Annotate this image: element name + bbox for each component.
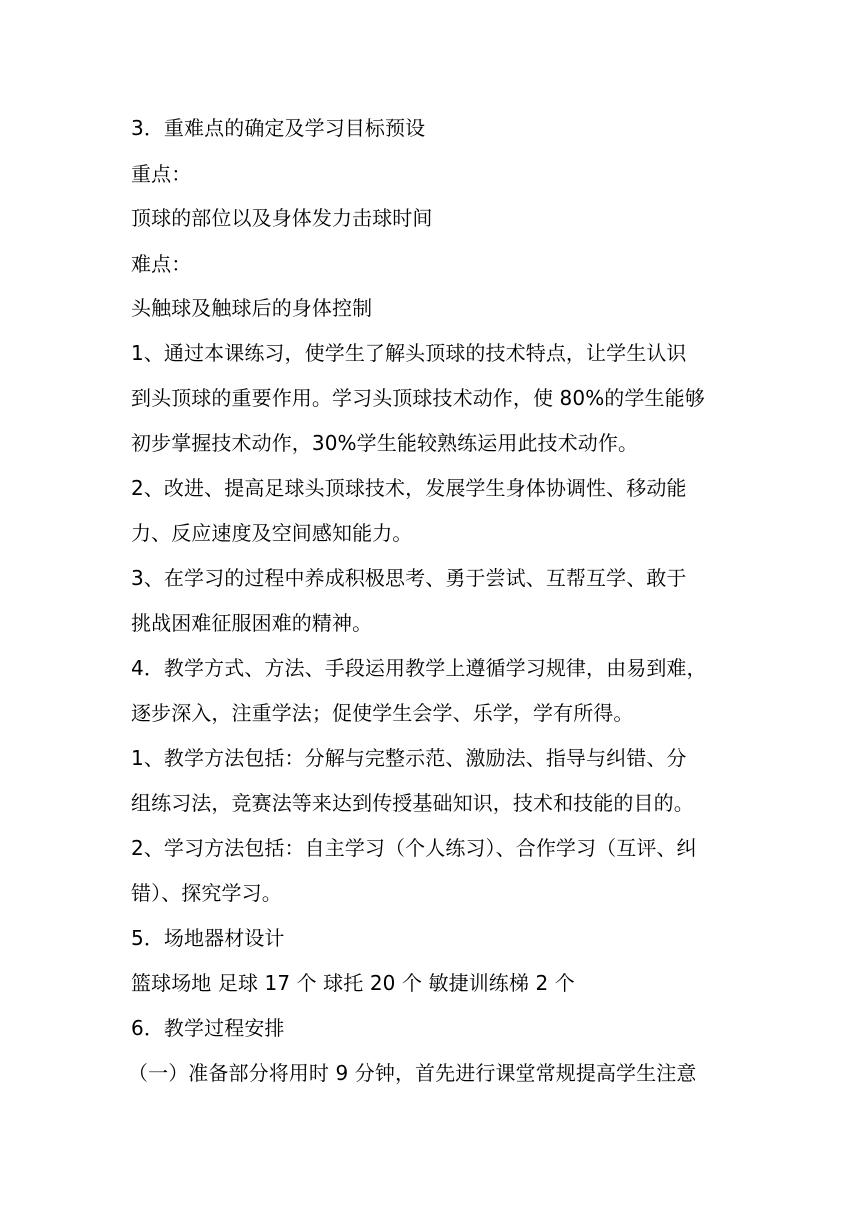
- objective-2-line-2: 力、反应速度及空间感知能力。: [131, 521, 413, 545]
- method-2-line-1: 2、学习方法包括：自主学习（个人练习）、合作学习（互评、纠: [131, 836, 697, 860]
- section-heading-4-line-1: 4．教学方式、方法、手段运用教学上遵循学习规律，由易到难，: [131, 656, 707, 680]
- section-heading-5: 5．场地器材设计: [131, 926, 285, 950]
- method-1-line-1: 1、教学方法包括：分解与完整示范、激励法、指导与纠错、分: [131, 746, 687, 770]
- section-heading-6: 6．教学过程安排: [131, 1016, 285, 1040]
- prep-part-text: （一）准备部分将用时 9 分钟，首先进行课堂常规提高学生注意: [128, 1061, 697, 1085]
- key-point-text: 顶球的部位以及身体发力击球时间: [131, 206, 433, 230]
- method-2-line-2: 错）、探究学习。: [131, 881, 282, 905]
- difficulty-label: 难点：: [131, 252, 192, 276]
- section-heading-3: 3．重难点的确定及学习目标预设: [131, 116, 426, 140]
- method-1-line-2: 组练习法，竞赛法等来达到传授基础知识，技术和技能的目的。: [131, 791, 694, 815]
- section-heading-4-line-2: 逐步深入，注重学法；促使学生会学、乐学，学有所得。: [131, 701, 634, 725]
- objective-1-line-1: 1、通过本课练习，使学生了解头顶球的技术特点，让学生认识: [131, 341, 687, 365]
- objective-2-line-1: 2、改进、提高足球头顶球技术，发展学生身体协调性、移动能: [131, 476, 687, 500]
- objective-1-line-2: 到头顶球的重要作用。学习头顶球技术动作，使 80%的学生能够: [131, 386, 705, 410]
- equipment-list: 篮球场地 足球 17 个 球托 20 个 敏捷训练梯 2 个: [131, 971, 575, 995]
- difficulty-text: 头触球及触球后的身体控制: [131, 296, 373, 320]
- objective-1-line-3: 初步掌握技术动作，30%学生能较熟练运用此技术动作。: [131, 431, 639, 455]
- objective-3-line-1: 3、在学习的过程中养成积极思考、勇于尝试、互帮互学、敢于: [131, 566, 687, 590]
- key-point-label: 重点：: [131, 162, 192, 186]
- objective-3-line-2: 挑战困难征服困难的精神。: [131, 611, 373, 635]
